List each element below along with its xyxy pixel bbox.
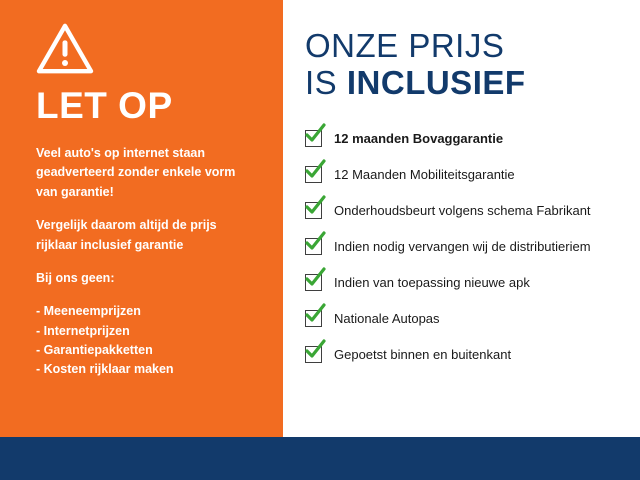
list-item: - Internetprijzen [36, 323, 130, 338]
list-item: - Kosten rijklaar maken [36, 362, 174, 377]
feature-label: Onderhoudsbeurt volgens schema Fabrikant [334, 203, 591, 219]
list-item [305, 200, 630, 222]
feature-label: Indien nodig vervangen wij de distributieriem [334, 239, 591, 255]
check-icon [305, 346, 322, 363]
list-item [305, 236, 630, 258]
feature-label: Gepoetst binnen en buitenkant [334, 347, 512, 363]
list-item [305, 128, 630, 150]
headline-line-2-prefix: IS [305, 63, 347, 101]
headline-line-2-emphasis: INCLUSIEF [346, 63, 526, 101]
warning-paragraph-2: Vergelijk daarom altijd de prijs rijklaar inclusief garantie [36, 218, 217, 252]
list-item [305, 272, 630, 294]
check-icon [305, 166, 322, 183]
warning-panel [0, 0, 283, 437]
list-item: - Garantiepakketten [36, 343, 153, 357]
check-icon [305, 310, 322, 327]
warning-paragraph-3: Bij ons geen: [36, 270, 115, 285]
included-features-list [305, 128, 630, 366]
check-icon [305, 274, 322, 291]
bottom-bar-left [0, 437, 283, 480]
feature-label: Indien van toepassing nieuwe apk [334, 275, 530, 291]
warning-paragraph-1: Veel auto's op internet staan geadverteerd zonder enkele vorm van garantie! [36, 146, 236, 199]
exclusions-list [36, 302, 257, 380]
list-item [305, 164, 630, 186]
headline-line-1: ONZE PRIJS [305, 27, 505, 64]
list-item [305, 308, 630, 330]
check-icon [305, 130, 322, 147]
list-item [305, 344, 630, 366]
feature-label: 12 Maanden Mobiliteitsgarantie [334, 167, 515, 183]
list-item: - Meeneemprijzen [36, 304, 141, 319]
let-op-title: LET OP [36, 85, 173, 126]
page-title [305, 28, 630, 102]
check-icon [305, 238, 322, 255]
bottom-bar [0, 437, 640, 480]
bottom-bar-right [283, 437, 640, 480]
warning-triangle-icon [36, 22, 94, 76]
feature-label: Nationale Autopas [334, 311, 440, 327]
feature-label: 12 maanden Bovaggarantie [334, 131, 504, 147]
check-icon [305, 202, 322, 219]
headline-line-2 [305, 65, 630, 102]
inclusive-panel [283, 0, 640, 437]
